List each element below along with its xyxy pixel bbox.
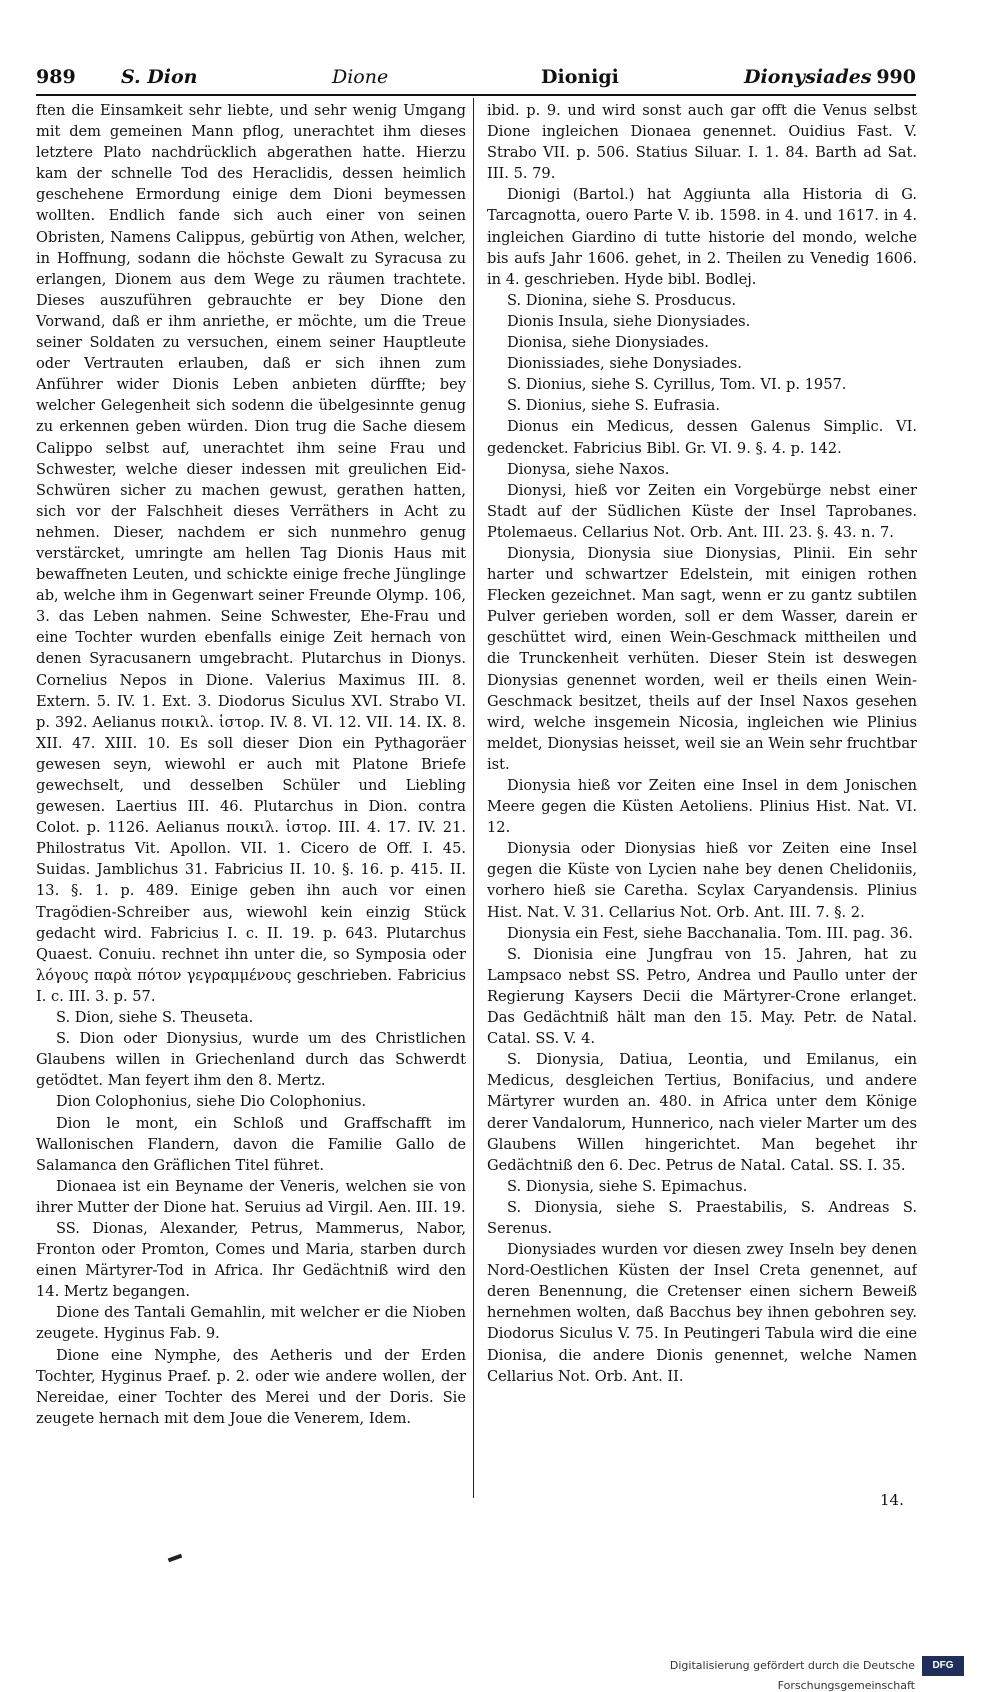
dfg-logo: DFG bbox=[922, 1656, 964, 1676]
entry-paragraph: ften die Einsamkeit sehr liebte, und sehr wenig Umgang mit dem gemeinen Mann pflog, unerachtet ihm dieses letztere Plato nachdrücklich abgerathen hatte. Hierzu kam der schnelle Tod des Heraclidis, dessen heimlich geschehene Ermordung einige dem Dioni beymessen wollten. Endlich fande sich auch einer von seinen Obristen, Namens Calippus, gebürtig von Athen, welcher, in Hoffnung, sodann die höchste Gewalt zu Syracusa zu erlangen, Dionem aus dem Wege zu räumen trachtete. Dieses auszuführen gebrauchte er bey Dione den Vorwand, daß er ihm anriethe, er möchte, um die Treue seiner Soldaten zu versuchen, einem seiner Hauptleute oder Vertrauten erlauben, daß er sich ihnen zum Anführer wider Dionis Leben anbieten dürffte; bey welcher Gelegenheit sich sodenn die übelgesinnte genug zu erkennen geben würden. Dion trug die Sache diesem Calippo selbst auf, unerachtet ihm seine Frau und Schwester, welche dieser indessen mit greulichen Eid-Schwüren sicher zu machen gewust, gerathen hatten, sich vor der Falschheit dieses Verräthers in Acht zu nehmen. Dieser, nachdem er sich nunmehro genug verstärcket, umringte am hellen Tag Dionis Haus mit bewaffneten Leuten, und schickte einige freche Jünglinge ab, welche ihm in Gegenwart seiner Freunde Olymp. 106, 3. das Leben nahmen. Seine Schwester, Ehe-Frau und eine Tochter wurden ebenfalls einige Zeit hernach von denen Syracusanern umgebracht. Plutarchus in Dionys. Cornelius Nepos in Dione. Valerius Maximus III. 8. Extern. 5. IV. 1. Ext. 3. Diodorus Siculus XVI. Strabo VI. p. 392. Aelianus ποικιλ. ἱστορ. IV. 8. VI. 12. VII. 14. IX. 8. XII. 47. XIII. 10. Es soll dieser Dion ein Pythagoräer gewesen seyn, wiewohl er auch mit Platone Briefe gewechselt, und desselben Schüler und Liebling gewesen. Laertius III. 46. Plutarchus in Dion. contra Colot. p. 1126. Aelianus ποικιλ. ἱστορ. III. 4. 17. IV. 21. Philostratus Vit. Apollon. VII. 1. Cicero de Off. I. 45. Suidas. Jamblichus 31. Fabricius II. 10. §. 16. p. 415. II. 13. §. 1. p. 489. Einige geben ihn auch vor einen Tragödien-Schreiber aus, wiewohl kein einzig Stück gedacht wird. Fabricius I. c. II. 19. p. 643. Plutarchus Quaest. Conuiu. rechnet ihn unter die, so Symposia oder λόγους παρὰ πότον γεγραμμένους geschrieben. Fabricius I. c. III. 3. p. 57. bbox=[36, 102, 466, 1005]
column-divider bbox=[473, 98, 474, 1498]
entry-paragraph: Dionigi (Bartol.) hat Aggiunta alla Historia di G. Tarcagnotta, ouero Parte V. ib. 1598. in 4. und 1617. in 4. ingleichen Giardino di tutte historie del mondo, welche bis aufs Jahr 1606. gehet, in 2. Theilen zu Venedig 1606. in 4. geschrieben. Hyde bibl. Bodlej. bbox=[487, 186, 917, 288]
entry-paragraph: Dionysia ein Fest, siehe Bacchanalia. Tom. III. pag. 36. bbox=[507, 924, 913, 942]
page-number-left: 989 bbox=[36, 66, 76, 88]
entry-paragraph: ibid. p. 9. und wird sonst auch gar offt die Venus selbst Dione ingleichen Dionaea genennet. Ouidius Fast. V. Strabo VII. p. 506. Statius Siluar. I. 1. 84. Barth ad Sat. III. 5. 79. bbox=[487, 102, 917, 183]
entry-paragraph: Dionissiades, siehe Donysiades. bbox=[507, 355, 742, 373]
left-column bbox=[36, 100, 466, 1550]
entry-paragraph: S. Dionysia, siehe S. Praestabilis, S. Andreas S. Serenus. bbox=[487, 1198, 917, 1237]
headword-3: Dionigi bbox=[541, 66, 619, 88]
entry-paragraph: Dionysia, Dionysia siue Dionysias, Plinii. Ein sehr harter und schwartzer Edelstein, mit einigen rothen Flecken gezeichnet. Man sagt, wenn er zu gantz subtilen Pulver gerieben worden, soll er dem Wasser, darein er geschüttet wird, einen Wein-Geschmack mittheilen und die Trunckenheit verhüten. Dieser Stein ist deswegen Dionysias genennet worden, weil er theils einen Wein-Geschmack besitzet, theils auf der Insel Naxos gesehen wird, welche insgemein Nicosia, ingleichen wie Plinius meldet, Dionysias heisset, weil sie an Wein sehr fruchtbar ist. bbox=[487, 544, 917, 773]
entry-paragraph: S. Dionysia, Datiua, Leontia, und Emilanus, ein Medicus, desgleichen Tertius, Bonifacius, und andere Märtyrer wurden an. 480. in Africa unter dem Könige derer Vandalorum, Hunnerico, nach vieler Marter um des Glaubens Willen hingerichtet. Man begehet ihr Gedächtniß den 6. Dec. Petrus de Natal. Catal. SS. I. 35. bbox=[487, 1051, 917, 1174]
entry-paragraph: S. Dionysia, siehe S. Epimachus. bbox=[507, 1177, 748, 1195]
entry-paragraph: S. Dionius, siehe S. Cyrillus, Tom. VI. p. 1957. bbox=[507, 376, 847, 394]
headword-4: Dionysiades bbox=[744, 66, 872, 88]
entry-paragraph: Dionus ein Medicus, dessen Galenus Simplic. VI. gedencket. Fabricius Bibl. Gr. VI. 9. §. 4. p. 142. bbox=[487, 418, 917, 457]
headword-2: Dione bbox=[332, 66, 389, 88]
entry-paragraph: SS. Dionas, Alexander, Petrus, Mammerus, Nabor, Fronton oder Promton, Comes und Maria, starben durch einen Märtyrer-Tod in Africa. Ihr Gedächtniß wird den 14. Mertz begangen. bbox=[36, 1219, 466, 1301]
entry-paragraph: Dion le mont, ein Schloß und Graffschafft im Wallonischen Flandern, davon die Familie Gallo de Salamanca den Gräflichen Titel führet. bbox=[36, 1114, 466, 1174]
entry-paragraph: Dione des Tantali Gemahlin, mit welcher er die Nioben zeugete. Hyginus Fab. 9. bbox=[36, 1304, 466, 1343]
headword-1: S. Dion bbox=[121, 66, 198, 88]
entry-paragraph: Dionysa, siehe Naxos. bbox=[507, 460, 670, 478]
ink-mark bbox=[168, 1554, 183, 1563]
entry-paragraph: S. Dion oder Dionysius, wurde um des Christlichen Glaubens willen in Griechenland durch das Schwerdt getödtet. Man feyert ihm den 8. Mertz. bbox=[36, 1030, 466, 1090]
page-number-right: 990 bbox=[876, 66, 916, 88]
entry-paragraph: Dionysiades wurden vor diesen zwey Inseln bey denen Nord-Oestlichen Küsten der Insel Creta genennet, auf deren Benennung, die Cretenser einen sichern Beweiß hernehmen wolten, daß Bacchus bey ihnen gebohren sey. Diodorus Siculus V. 75. In Peutingeri Tabula wird die eine Dionisa, die andere Dionis genennet, welche Namen Cellarius Not. Orb. Ant. II. bbox=[487, 1241, 917, 1385]
running-header bbox=[36, 60, 916, 96]
catchword: 14. bbox=[880, 1491, 904, 1509]
entry-paragraph: Dione eine Nymphe, des Aetheris und der Erden Tochter, Hyginus Praef. p. 2. oder wie andere wollen, der Nereidae, einer Tochter des Merei und der Doris. Sie zeugete hernach mit dem Joue die Venerem, Idem. bbox=[36, 1346, 466, 1427]
entry-paragraph: Dionaea ist ein Beyname der Veneris, welchen sie von ihrer Mutter der Dione hat. Seruius ad Virgil. Aen. III. 19. bbox=[36, 1177, 466, 1216]
entry-paragraph: S. Dion, siehe S. Theuseta. bbox=[56, 1009, 254, 1027]
right-column bbox=[487, 100, 917, 1550]
entry-paragraph: Dion Colophonius, siehe Dio Colophonius. bbox=[56, 1093, 367, 1111]
entry-paragraph: S. Dionina, siehe S. Prosducus. bbox=[507, 291, 737, 309]
entry-paragraph: Dionisa, siehe Dionysiades. bbox=[507, 334, 709, 352]
entry-paragraph: Dionis Insula, siehe Dionysiades. bbox=[507, 312, 751, 330]
entry-paragraph: Dionysia hieß vor Zeiten eine Insel in dem Jonischen Meere gegen die Küsten Aetoliens. Plinius Hist. Nat. VI. 12. bbox=[487, 777, 917, 837]
entry-paragraph: Dionysi, hieß vor Zeiten ein Vorgebürge nebst einer Stadt auf der Südlichen Küste der Insel Taprobanes. Ptolemaeus. Cellarius Not. Orb. Ant. III. 23. §. 43. n. 7. bbox=[487, 481, 917, 541]
digitization-credit: Digitalisierung gefördert durch die Deutsche Forschungsgemeinschaft bbox=[669, 1659, 915, 1692]
entry-paragraph: S. Dionisia eine Jungfrau von 15. Jahren, hat zu Lampsaco nebst SS. Petro, Andrea und Paullo unter der Regierung Kaysers Decii die Märtyrer-Crone erlanget. Das Gedächtniß hält man den 15. May. Petr. de Natal. Catal. SS. V. 4. bbox=[487, 945, 917, 1048]
entry-paragraph: S. Dionius, siehe S. Eufrasia. bbox=[507, 397, 720, 415]
entry-paragraph: Dionysia oder Dionysias hieß vor Zeiten eine Insel gegen die Küste von Lycien nahe bey denen Chelidoniis, vorhero hieß sie Caretha. Scylax Caryandensis. Plinius Hist. Nat. V. 31. Cellarius Not. Orb. Ant. III. 7. §. 2. bbox=[487, 840, 917, 921]
